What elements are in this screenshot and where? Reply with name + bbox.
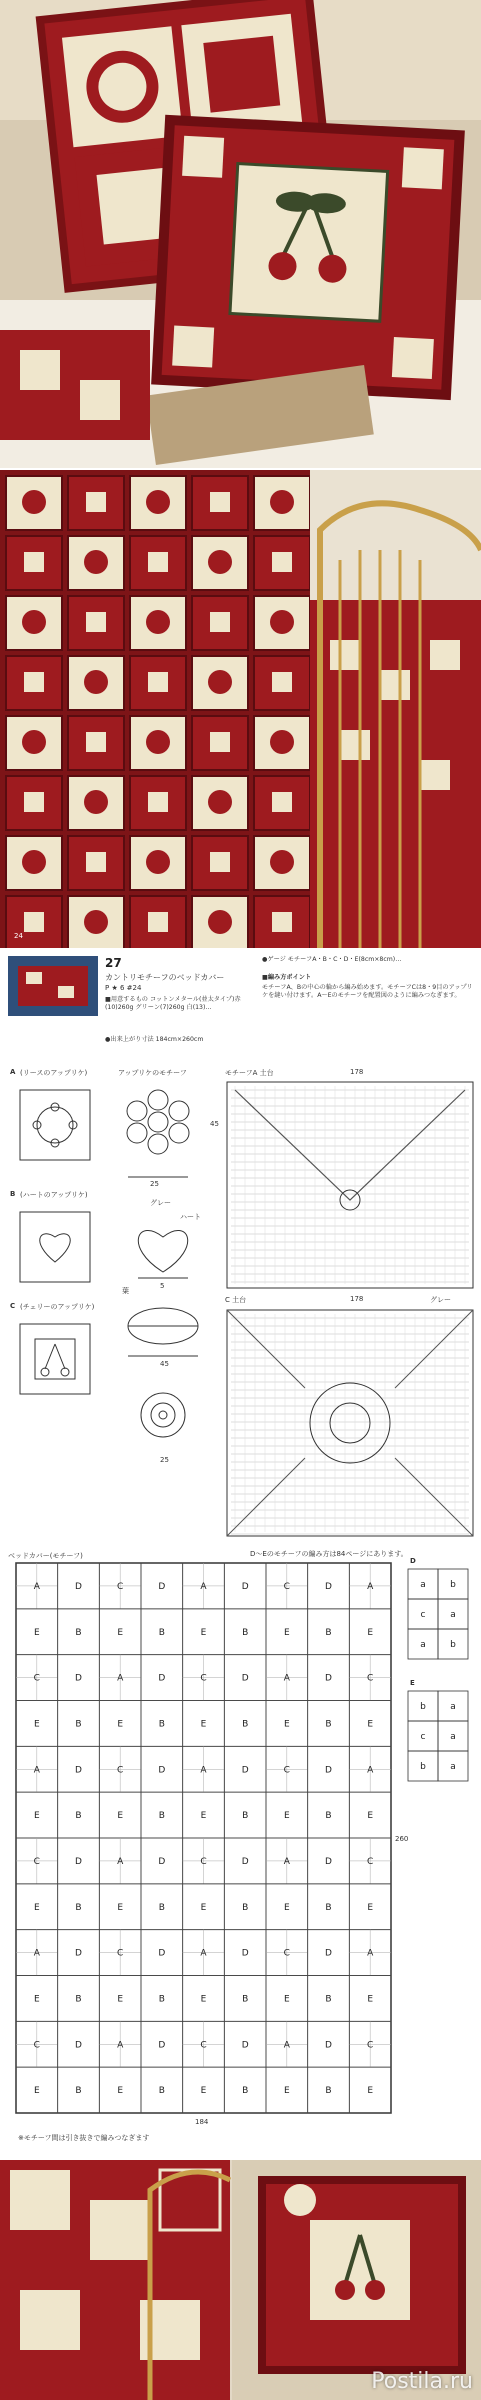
layout-cell-label: E <box>200 2086 207 2097</box>
layout-cell-label: D <box>75 1765 82 1776</box>
bedspread-motif <box>86 492 106 512</box>
key-cell-label: c <box>420 1610 426 1620</box>
layout-cell-label: A <box>367 1581 374 1592</box>
motif-b-sub: (ハートのアップリケ) <box>20 1191 88 1199</box>
layout-cell-label: D <box>158 2040 166 2051</box>
layout-cell-label: E <box>117 1811 124 1822</box>
dim-25-b: 25 <box>160 1456 169 1464</box>
layout-cell-label: D <box>158 1765 166 1776</box>
bedspread-motif <box>24 672 44 692</box>
layout-cell-label: D <box>325 1856 332 1867</box>
layout-cell-label: E <box>33 1811 40 1822</box>
layout-cell-label: B <box>325 1994 332 2005</box>
key-cell-label: a <box>450 1610 456 1620</box>
layout-cell-label: E <box>33 1719 40 1730</box>
layout-cell-label: A <box>200 1948 207 1959</box>
layout-cell-label: B <box>75 2086 82 2097</box>
pillow-photo <box>0 0 481 468</box>
bedspread-motif <box>146 610 170 634</box>
layout-cell-label: E <box>200 1627 207 1638</box>
bedspread-motif <box>272 792 292 812</box>
bedspread-motif <box>148 552 168 572</box>
layout-cell-label: E <box>33 1902 40 1913</box>
layout-cell-label: C <box>367 2040 374 2051</box>
layout-cell-label: C <box>33 1856 40 1867</box>
layout-cell-label: D <box>241 1948 249 1959</box>
bedspread-motif <box>24 552 44 572</box>
motif-c-diagram <box>10 1314 100 1414</box>
heart-label: ハート <box>180 1213 201 1221</box>
dim-45: 45 <box>210 1120 219 1128</box>
layout-cell-label: B <box>242 1627 249 1638</box>
layout-cell-label: E <box>117 1902 124 1913</box>
bedspread-motif <box>84 910 108 934</box>
layout-cell-label: C <box>117 1581 124 1592</box>
layout-cell-label: B <box>242 1902 249 1913</box>
key-cell-label: a <box>420 1580 426 1590</box>
bedspread-photo <box>0 470 481 948</box>
layout-cell-label: C <box>117 1948 124 1959</box>
layout-cell-label: D <box>241 1765 249 1776</box>
dim-178-a: 178 <box>350 1068 364 1076</box>
layout-cell-label: C <box>117 1765 124 1776</box>
bedspread-motif <box>86 732 106 752</box>
pattern-page <box>0 950 481 1545</box>
bedspread-motif <box>148 792 168 812</box>
points-title: ■編み方ポイント <box>262 974 312 981</box>
layout-cell-label: A <box>33 1765 40 1776</box>
cherry-circle-diagram <box>128 1380 198 1450</box>
applique-title: アップリケのモチーフ <box>118 1069 187 1077</box>
key-cell-label: b <box>420 1702 426 1712</box>
layout-cell-label: D <box>241 1673 249 1684</box>
layout-title: ベッドカバー(モチーフ) <box>8 1552 83 1560</box>
layout-cell-label: A <box>117 1673 124 1684</box>
layout-cell-label: A <box>117 1856 124 1867</box>
layout-cell-label: E <box>283 2086 290 2097</box>
layout-cell-label: D <box>158 1581 166 1592</box>
layout-cell-label: D <box>325 1948 332 1959</box>
layout-cell-label: E <box>283 1627 290 1638</box>
layout-cell-label: A <box>200 1765 207 1776</box>
height-dimension: 260 <box>395 1835 409 1843</box>
layout-cell-label: D <box>241 1856 249 1867</box>
bedspread-motif <box>22 850 46 874</box>
key-e-label: E <box>410 1679 415 1687</box>
gray-label-b: グレー <box>430 1296 451 1304</box>
layout-cell-label: E <box>367 1811 374 1822</box>
layout-cell-label: B <box>242 1994 249 2005</box>
bottom-photo-illustration <box>0 2160 481 2400</box>
layout-cell-label: E <box>117 1994 124 2005</box>
layout-cell-label: B <box>75 1719 82 1730</box>
layout-cell-label: D <box>75 1581 82 1592</box>
key-cell-label: a <box>450 1762 456 1772</box>
bedspread-motif <box>208 790 232 814</box>
heart-diagram <box>118 1212 208 1282</box>
layout-cell-label: D <box>158 1673 166 1684</box>
layout-cell-label: D <box>241 2040 249 2051</box>
layout-cell-label: A <box>117 2040 124 2051</box>
layout-cell-label: E <box>33 2086 40 2097</box>
layout-cell-label: D <box>75 1673 82 1684</box>
page-reference: P ★ 6 #24 <box>105 984 142 992</box>
layout-cell-label: D <box>325 1673 332 1684</box>
bedspread-motif <box>84 790 108 814</box>
bedspread-motif <box>148 672 168 692</box>
layout-grid <box>0 1545 481 2155</box>
layout-cell-label: D <box>158 1948 166 1959</box>
motif-a-diagram <box>10 1080 100 1170</box>
bedspread-motif <box>270 730 294 754</box>
layout-cell-label: E <box>117 1719 124 1730</box>
key-cell-label: c <box>420 1732 426 1742</box>
layout-cell-label: B <box>158 1811 165 1822</box>
layout-cell-label: E <box>367 1627 374 1638</box>
layout-cell-label: E <box>33 1994 40 2005</box>
layout-cell-label: B <box>325 1811 332 1822</box>
motif-c-label: C <box>10 1302 16 1310</box>
layout-cell-label: B <box>158 1627 165 1638</box>
key-cell-label: b <box>420 1762 426 1772</box>
layout-cell-label: D <box>241 1581 249 1592</box>
layout-cell-label: B <box>242 1811 249 1822</box>
applique-flower-diagram <box>118 1082 208 1192</box>
layout-cell-label: B <box>158 1719 165 1730</box>
layout-cell-label: E <box>367 1719 374 1730</box>
motif-a-label: A <box>10 1068 16 1076</box>
layout-cell-label: E <box>200 1902 207 1913</box>
bedspread-motif <box>210 852 230 872</box>
thumbnail-photo <box>8 956 98 1016</box>
layout-cell-label: E <box>367 2086 374 2097</box>
key-d-label: D <box>410 1557 416 1565</box>
bedspread-motif <box>146 490 170 514</box>
layout-cell-label: B <box>242 1719 249 1730</box>
layout-cell-label: A <box>283 2040 290 2051</box>
key-cell-label: a <box>420 1640 426 1650</box>
layout-cell-label: A <box>367 1765 374 1776</box>
bedspread-motif <box>84 670 108 694</box>
layout-cell-label: C <box>200 2040 207 2051</box>
layout-cell-label: B <box>158 1994 165 2005</box>
bedspread-motif <box>208 910 232 934</box>
key-cell-label: b <box>450 1640 456 1650</box>
layout-cell-label: E <box>200 1994 207 2005</box>
finished-size: ●出来上がり寸法 184cm×260cm <box>105 1036 204 1043</box>
layout-cell-label: A <box>33 1948 40 1959</box>
layout-cell-label: E <box>33 1627 40 1638</box>
key-cell-label: a <box>450 1732 456 1742</box>
key-cell-label: b <box>450 1580 456 1590</box>
pillow-photo-illustration <box>0 0 481 468</box>
motif-a-sub: (リースのアップリケ) <box>20 1069 88 1077</box>
layout-cell-label: C <box>367 1673 374 1684</box>
layout-cell-label: E <box>200 1811 207 1822</box>
bottom-photo-collage <box>0 2160 481 2400</box>
page-number: 24 <box>14 932 23 940</box>
layout-cell-label: B <box>325 1902 332 1913</box>
motif-c-title: C 土台 <box>225 1296 247 1304</box>
layout-cell-label: D <box>75 1856 82 1867</box>
layout-cell-label: E <box>283 1811 290 1822</box>
bedspread-motif <box>208 670 232 694</box>
motif-ab-title: モチーフA 土台 <box>225 1069 274 1077</box>
layout-cell-label: C <box>33 2040 40 2051</box>
dim-178-b: 178 <box>350 1295 364 1303</box>
materials-text: ■用意するもの コットンメタール(並太タイプ)赤(10)260g グリーン(7)260g 白(13)… <box>105 996 241 1011</box>
width-dimension: 184 <box>195 2118 209 2126</box>
bedspread-motif <box>22 730 46 754</box>
layout-cell-label: A <box>283 1856 290 1867</box>
layout-cell-label: D <box>75 2040 82 2051</box>
watermark-text: Postila.ru <box>371 2369 473 2394</box>
bedspread-motif <box>146 850 170 874</box>
points-text: モチーフA、Bの中心の輪から編み始めます。モチーフCは8・9目のアップリケを縫い付けます。A〜Eのモチーフを配置図のように編みつなぎます。 <box>262 984 473 999</box>
layout-cell-label: B <box>75 1994 82 2005</box>
layout-cell-label: A <box>200 1581 207 1592</box>
layout-cell-label: C <box>283 1765 290 1776</box>
bedspread-motif <box>22 490 46 514</box>
bedspread-motif <box>272 672 292 692</box>
bedspread-motif <box>24 792 44 812</box>
bedspread-motif <box>208 550 232 574</box>
layout-cell-label: E <box>283 1719 290 1730</box>
layout-cell-label: D <box>325 1765 332 1776</box>
bedspread-motif <box>84 550 108 574</box>
layout-cell-label: B <box>75 1627 82 1638</box>
layout-cell-label: E <box>283 1902 290 1913</box>
layout-cell-label: E <box>367 1902 374 1913</box>
motif-b-label: B <box>10 1190 16 1198</box>
bedspread-motif <box>86 612 106 632</box>
bedspread-motif <box>22 610 46 634</box>
motif-ab-chart <box>225 1080 475 1290</box>
layout-cell-label: E <box>117 2086 124 2097</box>
layout-cell-label: D <box>158 1856 166 1867</box>
layout-cell-label: E <box>283 1994 290 2005</box>
layout-cell-label: C <box>283 1581 290 1592</box>
gray-label: グレー <box>150 1199 171 1207</box>
bedspread-motif <box>86 852 106 872</box>
bedspread-motif <box>148 912 168 932</box>
layout-chart-section <box>0 1545 481 2155</box>
layout-cell-label: A <box>33 1581 40 1592</box>
dim-5: 5 <box>160 1282 165 1290</box>
bedspread-photo-illustration <box>0 470 481 948</box>
layout-cell-label: B <box>75 1902 82 1913</box>
layout-cell-label: E <box>117 1627 124 1638</box>
dim-45-b: 45 <box>160 1360 169 1368</box>
bedspread-motif <box>272 552 292 572</box>
motif-b-diagram <box>10 1202 100 1292</box>
leaf-label: 葉 <box>122 1287 129 1295</box>
layout-footnote: ※モチーフ間は引き抜きで編みつなぎます <box>18 2134 150 2142</box>
layout-cell-label: D <box>325 1581 332 1592</box>
layout-cell-label: C <box>33 1673 40 1684</box>
bedspread-motif <box>272 912 292 932</box>
layout-cell-label: C <box>283 1948 290 1959</box>
gauge-text: ●ゲージ モチーフA・B・C・D・E(8cm×8cm)… <box>262 956 402 963</box>
layout-cell-label: C <box>200 1856 207 1867</box>
key-cell-label: a <box>450 1702 456 1712</box>
layout-cell-label: D <box>325 2040 332 2051</box>
motif-c-sub: (チェリーのアップリケ) <box>20 1303 95 1311</box>
layout-cell-label: E <box>200 1719 207 1730</box>
layout-cell-label: A <box>283 1673 290 1684</box>
layout-cell-label: B <box>158 2086 165 2097</box>
layout-subtitle: D〜Eのモチーフの編み方は84ページにあります。 <box>250 1550 408 1558</box>
bedspread-motif <box>270 850 294 874</box>
layout-cell-label: B <box>75 1811 82 1822</box>
layout-cell-label: C <box>200 1673 207 1684</box>
bedspread-motif <box>270 490 294 514</box>
bedspread-motif <box>270 610 294 634</box>
layout-cell-label: B <box>242 2086 249 2097</box>
pattern-number: 27 <box>105 956 122 970</box>
dim-25-a: 25 <box>150 1180 159 1188</box>
layout-cell-label: B <box>325 1627 332 1638</box>
bedspread-motif <box>146 730 170 754</box>
bedspread-motif <box>210 612 230 632</box>
bedspread-motif <box>210 732 230 752</box>
bedspread-motif <box>24 912 44 932</box>
layout-cell-label: B <box>325 1719 332 1730</box>
layout-cell-label: A <box>367 1948 374 1959</box>
pattern-title: カントリモチーフのベッドカバー <box>105 973 225 982</box>
layout-cell-label: B <box>325 2086 332 2097</box>
motif-c-chart <box>225 1308 475 1538</box>
layout-cell-label: E <box>367 1994 374 2005</box>
layout-cell-label: C <box>367 1856 374 1867</box>
bedspread-motif <box>210 492 230 512</box>
layout-cell-label: D <box>75 1948 82 1959</box>
layout-cell-label: B <box>158 1902 165 1913</box>
